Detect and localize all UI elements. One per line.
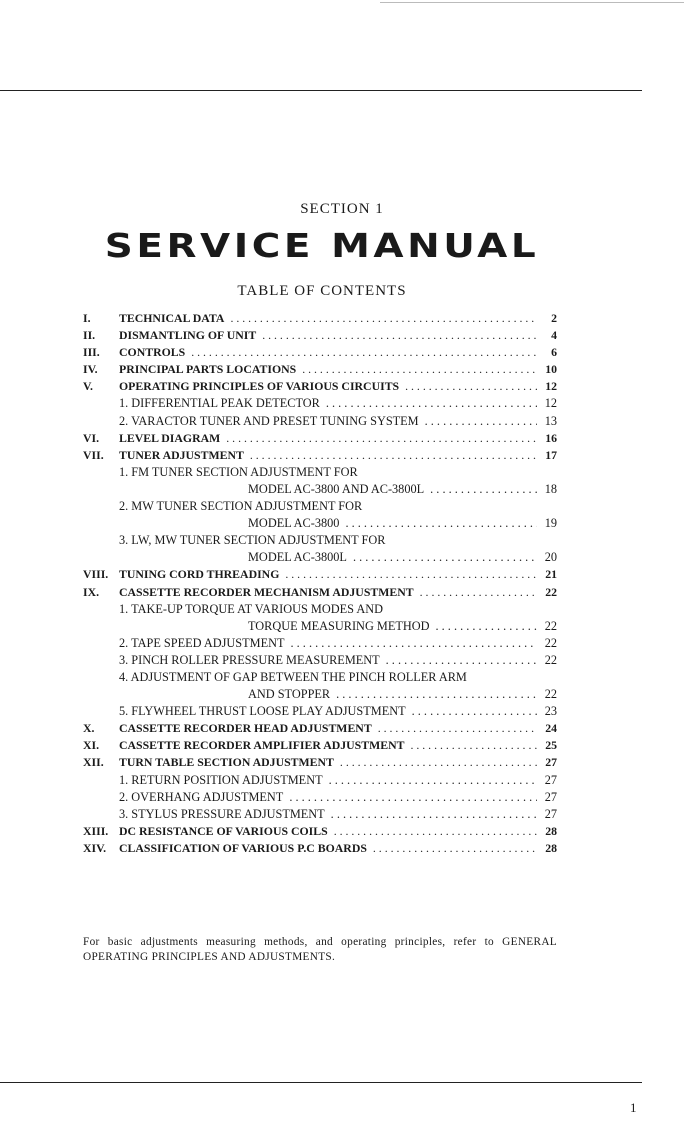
toc-leader-dots (386, 653, 537, 668)
toc-entry-page: 28 (545, 823, 557, 838)
toc-entry-page: 12 (544, 396, 557, 411)
toc-entry-label: CASSETTE RECORDER AMPLIFIER ADJUSTMENT (119, 738, 405, 753)
section-label: SECTION 1 (300, 201, 384, 217)
toc-entry-label: 2. MW TUNER SECTION ADJUSTMENT FOR (119, 499, 363, 514)
toc-entry (83, 585, 557, 602)
toc-entry-label: 1. TAKE-UP TORQUE AT VARIOUS MODES AND (119, 601, 384, 616)
toc-leader-dots (329, 773, 537, 788)
toc-entry (83, 738, 557, 755)
toc-entry (83, 396, 557, 413)
toc-entry (83, 755, 557, 772)
toc-entry-label: MODEL AC-3800L (248, 550, 347, 565)
table-of-contents (83, 311, 557, 858)
toc-entry-label: TUNING CORD THREADING (119, 567, 280, 582)
toc-entry-number: IV. (83, 362, 98, 377)
toc-entry-number: XIV. (83, 840, 107, 855)
toc-entry (83, 602, 557, 619)
toc-leader-dots (410, 738, 537, 753)
toc-entry (83, 773, 557, 790)
toc-leader-dots (285, 567, 537, 582)
toc-entry-page: 22 (544, 652, 557, 667)
toc-entry-label: 2. VARACTOR TUNER AND PRESET TUNING SYSTEM (119, 413, 419, 428)
toc-entry-number: III. (83, 345, 100, 360)
toc-entry-number: X. (83, 721, 95, 736)
footnote: For basic adjustments measuring methods, and operating principles, refer to GENERAL OPERATING PRINCIPLES AND ADJUSTMENTS. (83, 936, 557, 963)
toc-leader-dots (340, 755, 537, 770)
toc-entry-label: TURN TABLE SECTION ADJUSTMENT (119, 755, 334, 770)
toc-entry (83, 721, 557, 738)
toc-leader-dots (191, 345, 537, 360)
toc-leader-dots (250, 448, 537, 463)
toc-entry-page: 16 (545, 430, 557, 445)
toc-leader-dots (334, 824, 537, 839)
toc-leader-dots (378, 721, 537, 736)
toc-entry-number: XII. (83, 755, 104, 770)
toc-leader-dots (353, 550, 537, 565)
toc-entry-page: 25 (545, 738, 557, 753)
toc-entry-label: TORQUE MEASURING METHOD (248, 618, 430, 633)
toc-leader-dots (420, 585, 537, 600)
toc-entry-page: 23 (544, 704, 557, 719)
toc-entry-label: 4. ADJUSTMENT OF GAP BETWEEN THE PINCH ROLLER ARM (119, 669, 467, 684)
toc-entry (83, 790, 557, 807)
toc-entry-label: LEVEL DIAGRAM (119, 430, 221, 445)
toc-entry-page: 19 (544, 516, 557, 531)
toc-entry-page: 28 (545, 840, 557, 855)
toc-heading: TABLE OF CONTENTS (237, 283, 407, 299)
toc-entry-page: 27 (544, 806, 557, 821)
toc-entry (83, 516, 557, 533)
toc-entry (83, 499, 557, 516)
toc-entry (83, 636, 557, 653)
toc-entry-page: 6 (551, 345, 557, 360)
toc-entry (83, 362, 557, 379)
toc-entry (83, 345, 557, 362)
toc-entry-page: 4 (551, 328, 557, 343)
toc-entry (83, 550, 557, 567)
toc-entry-number: VIII. (83, 567, 109, 582)
toc-entry-number: VI. (83, 430, 100, 445)
toc-entry-label: OPERATING PRINCIPLES OF VARIOUS CIRCUITS (119, 379, 400, 394)
toc-entry-label: CONTROLS (119, 345, 186, 360)
toc-entry (83, 311, 557, 328)
toc-entry-page: 2 (551, 311, 557, 325)
top-rule (0, 90, 642, 91)
toc-entry-page: 18 (544, 481, 557, 496)
toc-leader-dots (331, 807, 537, 822)
toc-entry-label: PRINCIPAL PARTS LOCATIONS (119, 362, 297, 377)
toc-entry-label: 3. STYLUS PRESSURE ADJUSTMENT (119, 806, 325, 821)
toc-entry (83, 533, 557, 550)
toc-entry-number: II. (83, 328, 96, 343)
toc-entry (83, 824, 557, 841)
toc-leader-dots (436, 619, 538, 634)
toc-entry-label: DC RESISTANCE OF VARIOUS COILS (119, 823, 328, 838)
toc-entry-label: MODEL AC-3800 AND AC-3800L (248, 481, 425, 496)
toc-entry-label: 3. LW, MW TUNER SECTION ADJUSTMENT FOR (119, 533, 386, 548)
toc-leader-dots (226, 431, 537, 446)
toc-entry (83, 379, 557, 396)
toc-leader-dots (405, 379, 537, 394)
bottom-rule (0, 1082, 642, 1083)
toc-entry (83, 431, 557, 448)
toc-entry (83, 482, 557, 499)
toc-entry-page: 12 (545, 379, 557, 394)
toc-entry-label: 5. FLYWHEEL THRUST LOOSE PLAY ADJUSTMENT (119, 704, 406, 719)
toc-entry-page: 21 (545, 567, 557, 582)
toc-entry (83, 841, 557, 858)
toc-entry (83, 807, 557, 824)
toc-entry-page: 22 (544, 635, 557, 650)
toc-entry (83, 567, 557, 584)
toc-entry-label: MODEL AC-3800 (248, 516, 340, 531)
toc-entry-label: 1. DIFFERENTIAL PEAK DETECTOR (119, 396, 320, 411)
toc-entry-number: I. (83, 311, 91, 325)
toc-entry (83, 414, 557, 431)
toc-entry (83, 670, 557, 687)
toc-entry-page: 10 (545, 362, 557, 377)
toc-entry (83, 448, 557, 465)
page-title: SERVICE MANUAL (104, 226, 540, 265)
toc-entry-page: 27 (544, 772, 557, 787)
toc-entry (83, 619, 557, 636)
toc-entry-label: 1. FM TUNER SECTION ADJUSTMENT FOR (119, 464, 358, 479)
toc-entry-page: 22 (544, 687, 557, 702)
toc-entry-label: DISMANTLING OF UNIT (119, 328, 257, 343)
toc-entry-label: 2. TAPE SPEED ADJUSTMENT (119, 635, 285, 650)
toc-entry (83, 653, 557, 670)
toc-entry-label: 3. PINCH ROLLER PRESSURE MEASUREMENT (119, 652, 380, 667)
toc-entry-number: XI. (83, 738, 100, 753)
toc-entry-label: 2. OVERHANG ADJUSTMENT (119, 789, 284, 804)
toc-entry-label: AND STOPPER (248, 687, 331, 702)
toc-entry-label: TUNER ADJUSTMENT (119, 447, 244, 462)
toc-entry-label: 1. RETURN POSITION ADJUSTMENT (119, 772, 323, 787)
toc-entry-page: 13 (544, 413, 557, 428)
toc-entry-page: 22 (545, 584, 557, 599)
toc-entry-page: 22 (544, 618, 557, 633)
toc-leader-dots (230, 311, 537, 326)
toc-leader-dots (291, 636, 538, 651)
toc-leader-dots (326, 396, 537, 411)
toc-leader-dots (336, 687, 537, 702)
toc-entry-label: CASSETTE RECORDER HEAD ADJUSTMENT (119, 721, 372, 736)
toc-entry (83, 704, 557, 721)
toc-entry (83, 328, 557, 345)
toc-leader-dots (430, 482, 537, 497)
toc-entry (83, 465, 557, 482)
toc-entry-number: XIII. (83, 823, 109, 838)
toc-leader-dots (302, 362, 537, 377)
toc-leader-dots (412, 704, 537, 719)
toc-entry-label: CASSETTE RECORDER MECHANISM ADJUSTMENT (119, 584, 414, 599)
toc-entry-label: TECHNICAL DATA (119, 311, 225, 325)
toc-entry (83, 687, 557, 704)
toc-entry-page: 24 (545, 721, 557, 736)
toc-leader-dots (373, 841, 537, 856)
toc-entry-page: 20 (544, 550, 557, 565)
toc-entry-number: V. (83, 379, 93, 394)
toc-leader-dots (262, 328, 537, 343)
page-number: 1 (630, 1100, 637, 1115)
toc-leader-dots (345, 516, 537, 531)
toc-entry-page: 27 (545, 755, 557, 770)
toc-entry-page: 27 (544, 789, 557, 804)
toc-leader-dots (425, 414, 537, 429)
toc-entry-number: VII. (83, 447, 104, 462)
toc-entry-number: IX. (83, 584, 100, 599)
top-edge-line (380, 2, 684, 3)
toc-entry-label: CLASSIFICATION OF VARIOUS P.C BOARDS (119, 840, 367, 855)
toc-entry-page: 17 (545, 447, 557, 462)
toc-leader-dots (289, 790, 537, 805)
